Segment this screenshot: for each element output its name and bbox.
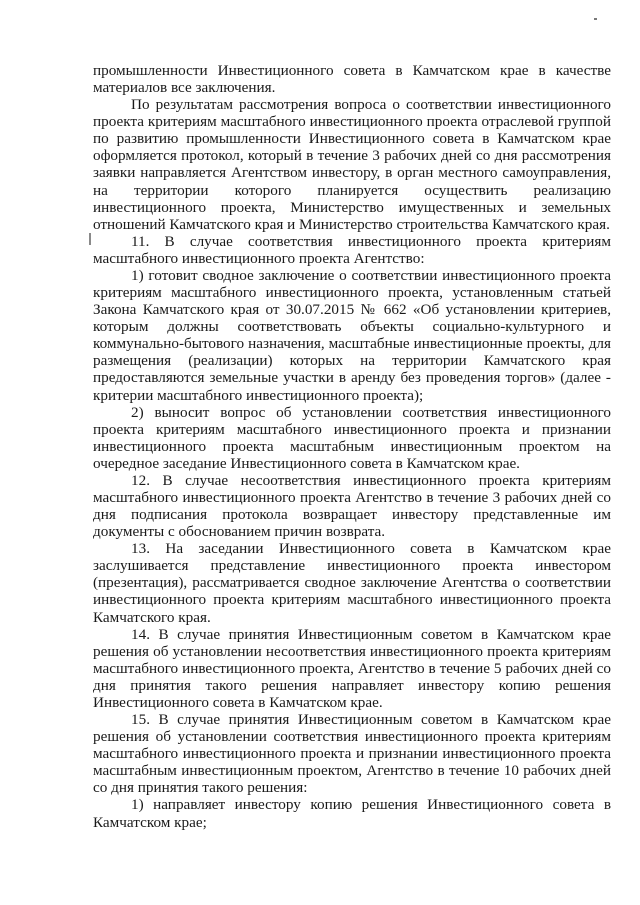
text-line: масштабного инвестиционного проекта Агентство в течение 3 рабочих дней со [93,489,611,506]
text-line: заявки направляется Агентством инвестору, в орган местного самоуправления, [93,164,611,182]
text-line: По результатам рассмотрения вопроса о соответствии инвестиционного [131,96,611,114]
scan-dot-mark [594,18,597,20]
text-line: инвестиционного проекта, Министерство имущественных и земельных [93,198,611,216]
text-line: масштабного инвестиционного проекта и признании инвестиционного проекта [93,745,611,763]
text-line: масштабного инвестиционного проекта Агентство: [93,249,425,267]
text-line: 2) выносит вопрос об установлении соответствия инвестиционного [131,403,611,421]
text-line: 15. В случае принятия Инвестиционным советом в Камчатском крае [131,711,611,729]
text-line: 1) направляет инвестору копию решения Инвестиционного совета в [131,796,611,814]
text-line: очередное заседание Инвестиционного совета в Камчатском крае. [93,454,520,472]
text-line: предоставляются земельные участки в аренду без проведения торгов» (далее - [93,369,611,387]
text-line: (презентация), рассматривается сводное заключение Агентства о соответствии [93,574,611,592]
text-line: коммунально-бытового назначения, масштабные инвестиционные проекты, для [93,335,611,353]
text-line: Камчатском крае; [93,813,207,831]
text-line: масштабного инвестиционного проекта, Агентство в течение 5 рабочих дней со [93,659,611,677]
text-line: размещения (реализации) которых на территории Камчатского края [93,352,611,370]
text-line: инвестиционного проекта масштабным инвестиционным проектом на [93,437,611,455]
text-line: 14. В случае принятия Инвестиционным советом в Камчатском крае [131,625,611,643]
text-line: Инвестиционного совета в Камчатском крае. [93,693,383,711]
text-line: дня подписания протокола возвращает инвестору представленные им [93,506,611,524]
text-line: со дня принятия такого решения: [93,779,308,797]
text-line: инвестиционного проекта критериям масштабного инвестиционного проекта [93,591,611,609]
text-line: отношений Камчатского края и Министерство строительства Камчатского края. [93,215,610,233]
text-line: 11. В случае соответствия инвестиционного проекта критериям [131,232,611,250]
text-line: решения об установлении соответствия инвестиционного проекта критериям [93,728,611,746]
text-line: оформляется протокол, который в течение 3 рабочих дней со дня рассмотрения [93,147,611,165]
text-line: материалов все заключения. [93,79,276,97]
text-line: 1) готовит сводное заключение о соответствии инвестиционного проекта [131,266,611,284]
text-line: заслушивается представление инвестиционного проекта инвестором [93,557,611,575]
text-line: масштабным инвестиционным проектом, Агентство в течение 10 рабочих дней [93,762,611,780]
text-line: которым должны соответствовать объекты социально-культурного и [93,318,611,336]
margin-tick-mark [89,233,91,245]
text-line: на территории которого планируется осуществить реализацию [93,181,611,199]
text-line: проекта критериям масштабного инвестиционного проекта отраслевой группой [93,113,611,131]
text-line: критериям масштабного инвестиционного проекта, установленным статьей [93,284,611,302]
text-line: Камчатского края. [93,608,211,626]
text-line: по развитию промышленности Инвестиционного совета в Камчатском крае [93,130,611,148]
text-line: промышленности Инвестиционного совета в Камчатском крае в качестве [93,62,611,79]
text-line: 13. На заседании Инвестиционного совета в Камчатском крае [131,540,611,558]
text-line: дня принятия такого решения направляет инвестору копию решения [93,676,611,694]
text-line: проекта критериям масштабного инвестиционного проекта и признании [93,420,611,438]
text-line: 12. В случае несоответствия инвестиционного проекта критериям [131,471,611,489]
text-line: критерии масштабного инвестиционного проекта); [93,386,424,404]
text-line: документы с обоснованием причин возврата. [93,523,386,541]
text-line: Закона Камчатского края от 30.07.2015 № 662 «Об установлении критериев, [93,301,611,319]
text-line: решения об установлении несоответствия инвестиционного проекта критериям [93,642,611,660]
